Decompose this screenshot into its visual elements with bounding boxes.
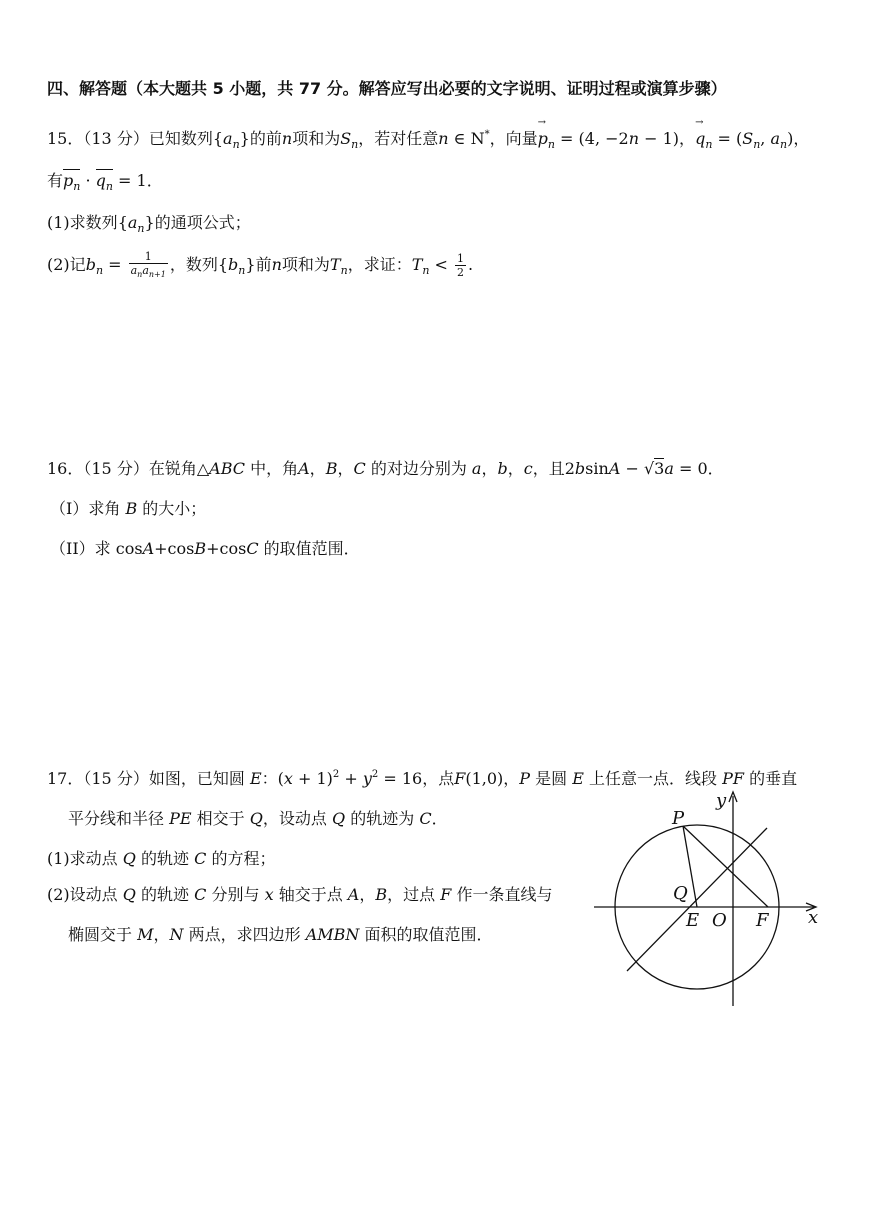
q17-text: 椭圆交于 xyxy=(68,925,133,944)
q16-number: 16． xyxy=(47,459,84,478)
q15-text: 有 xyxy=(47,171,64,190)
q15-sub1: (1)求数列$\{a_n\}$的通项公式； xyxy=(47,213,251,235)
q15-text: 项和为 xyxy=(292,129,341,148)
q17-text: ， xyxy=(503,769,520,788)
q15-text: 已知数列 xyxy=(148,129,213,148)
q15-stem-line2: 有$p_n \cdot q_n = 1$． xyxy=(47,171,163,193)
point-o-label: O xyxy=(712,910,727,931)
q15-text: ，求证： xyxy=(347,255,412,275)
q16-sub2: （II）求 cosA+cosB+cosC 的取值范围． xyxy=(50,539,360,558)
q15-stem-line1: 15．（13 分）已知数列$\{a_n\}$的前n项和为$S_n$，若对任意n ∈ N*，向量→ $p_n = (4$, −2n − 1)，→ $q_n = (S_n$, $a_n$)， xyxy=(47,126,809,151)
q17-text: 求动点 xyxy=(69,849,118,868)
q16-text: 的对边分别为 xyxy=(370,459,467,478)
y-axis-label: y xyxy=(716,790,727,811)
q17-score: （15 分） xyxy=(83,769,149,788)
q17-stem-line1: 17．（15 分）如图，已知圆 E：$(x + 1)^2 + y^2 = 16$，点F(1,0)，P 是圆 E 上任意一点．线段 PF 的垂直 xyxy=(47,769,798,788)
q17-diagram xyxy=(592,786,842,1014)
q17-text: 上任意一点．线段 xyxy=(589,769,718,788)
segment-pf xyxy=(683,826,768,907)
q17-text: 的轨迹为 xyxy=(350,809,415,828)
point-e-label: E xyxy=(686,910,700,931)
q17-text: 面积的取值范围． xyxy=(364,925,493,944)
q15-text: ，向量 xyxy=(489,129,538,148)
q16-text: 的大小； xyxy=(142,499,207,518)
q16-sub1: （I）求角 B 的大小； xyxy=(50,499,207,518)
q17-text: 相交于 xyxy=(196,809,245,828)
x-axis-label: x xyxy=(808,907,819,928)
q17-sub2-line2: 椭圆交于 M，N 两点，求四边形 AMBN 面积的取值范围． xyxy=(68,925,493,944)
q17-text: ． xyxy=(431,809,448,828)
q17-text: 平分线和半径 xyxy=(68,809,165,828)
q15-text: ，若对任意 xyxy=(358,129,439,148)
q17-stem-line2: 平分线和半径 PE 相交于 Q，设动点 Q 的轨迹为 C． xyxy=(68,809,448,828)
point-f-label: F xyxy=(756,910,769,931)
q17-text: 分别与 xyxy=(211,885,260,904)
q16-stem: 16．（15 分）在锐角△ABC 中，角A，B，C 的对边分别为 a，b，c，且2bsinA − √3a = 0． xyxy=(47,459,724,478)
q15-text: 项和为 xyxy=(281,255,330,275)
q17-text: 是圆 xyxy=(535,769,568,788)
q15-text: 的通项公式； xyxy=(154,213,251,232)
q17-sub1-label: (1) xyxy=(47,849,70,868)
q15-sub2-label: (2) xyxy=(47,255,70,275)
q15-sub2: (2)记$b_n$ = $\frac{1}{a_na_{n+1}}$ ，数列$\{b_n\}$前n项和为$T_n$，求证：$T_n$ < $\frac{1}{2}$ . xyxy=(47,250,474,280)
q16-text: 求 xyxy=(94,539,111,558)
q17-sub1: (1)求动点 Q 的轨迹 C 的方程； xyxy=(47,849,276,868)
q16-score: （15 分） xyxy=(83,459,149,478)
q16-text: 求角 xyxy=(88,499,121,518)
q17-text: ，过点 xyxy=(387,885,436,904)
q15-sub1-label: (1) xyxy=(47,213,70,232)
point-q-label: Q xyxy=(673,883,688,904)
q17-sub2: (2)设动点 Q 的轨迹 C 分别与 x 轴交于点 A，B，过点 F 作一条直线与 xyxy=(47,885,553,904)
section-heading: 四、解答题（本大题共 5 小题，共 77 分。解答应写出必要的文字说明、证明过程或演算步骤） xyxy=(47,79,727,98)
point-p-label: P xyxy=(672,808,685,829)
q17-text: 设动点 xyxy=(69,885,118,904)
q16-text: 的取值范围． xyxy=(263,539,360,558)
q15-text: 的前 xyxy=(249,129,282,148)
q17-text: 轴交于点 xyxy=(278,885,343,904)
q17-text: 的垂直 xyxy=(749,769,798,788)
q15-text: ， xyxy=(679,129,696,148)
q16-text: 中，角 xyxy=(250,459,299,478)
q15-text: ，数列 xyxy=(169,255,218,275)
q15-text: 求数列 xyxy=(69,213,118,232)
q17-text: 的轨迹 xyxy=(141,885,190,904)
q15-text: 前 xyxy=(255,255,272,275)
q15-score: （13 分） xyxy=(83,129,149,148)
q17-text: 的轨迹 xyxy=(141,849,190,868)
q15-text: 记 xyxy=(69,255,86,275)
q16-text: ，且 xyxy=(532,459,565,478)
perpendicular-bisector xyxy=(627,828,767,971)
q17-text: ，点 xyxy=(422,769,455,788)
q16-text: 在锐角△ xyxy=(148,459,210,478)
q16-sub2-label: （II） xyxy=(50,539,95,558)
q17-number: 17． xyxy=(47,769,84,788)
q17-text: 作一条直线与 xyxy=(456,885,553,904)
q17-text: 两点，求四边形 xyxy=(188,925,301,944)
q17-text: 如图，已知圆 xyxy=(148,769,245,788)
q17-text: ，设动点 xyxy=(262,809,327,828)
q15-number: 15． xyxy=(47,129,84,148)
q17-sub2-label: (2) xyxy=(47,885,70,904)
q16-sub1-label: （I） xyxy=(50,499,89,518)
q17-text: 的方程； xyxy=(211,849,276,868)
